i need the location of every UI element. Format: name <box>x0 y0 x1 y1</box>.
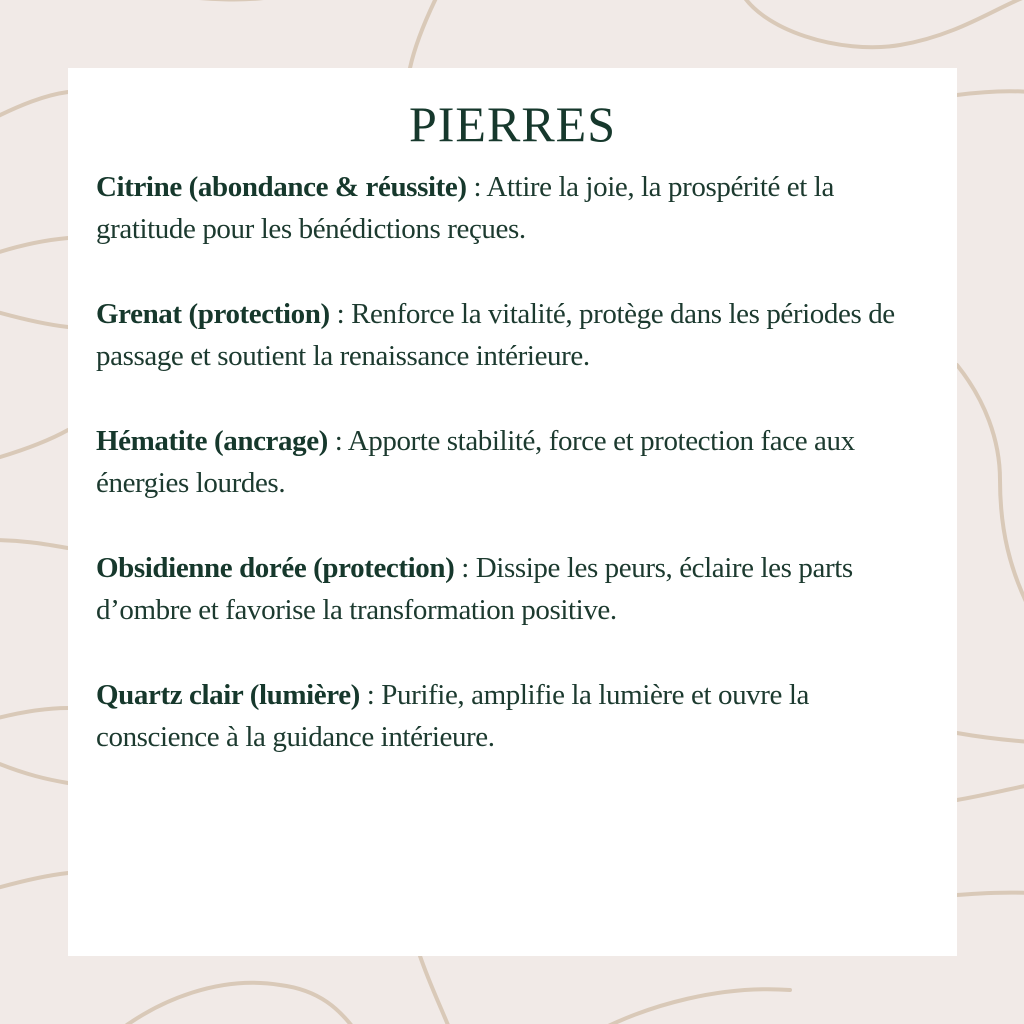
background-line <box>957 785 1024 800</box>
background-line <box>0 873 68 890</box>
page-title: PIERRES <box>408 96 617 152</box>
background-line <box>957 893 1024 895</box>
stone-entry-obsidienne <box>96 547 929 631</box>
stone-entry-hematite <box>96 420 929 504</box>
stone-name: Citrine (abondance & réussite) <box>96 171 467 203</box>
separator: : <box>327 425 348 457</box>
stone-description: Apporte stabilité, force et protection face aux énergies lourdes. <box>96 425 855 499</box>
background-line <box>600 989 790 1024</box>
background-line <box>0 430 68 460</box>
stone-description: Renforce la vitalité, protège dans les périodes de passage et soutient la renaissance intérieure. <box>96 298 895 372</box>
stone-name: Quartz clair (lumière) <box>96 679 360 711</box>
stone-name: Grenat (protection) <box>96 298 330 330</box>
stone-list <box>96 166 929 758</box>
background-line <box>957 733 1024 742</box>
stone-entry-grenat <box>96 293 929 377</box>
background-line <box>0 310 68 327</box>
background-line <box>957 91 1024 95</box>
content-card <box>68 68 957 956</box>
background-line <box>420 956 450 1024</box>
stone-name: Obsidienne dorée (protection) <box>96 552 455 584</box>
background-line <box>410 0 440 68</box>
separator: : <box>466 171 487 203</box>
background-line <box>740 0 1024 47</box>
background-line <box>0 92 68 120</box>
stone-description: Purifie, amplifie la lumière et ouvre la conscience à la guidance intérieure. <box>96 679 809 753</box>
stone-name: Hématite (ancrage) <box>96 425 328 457</box>
stone-description: Dissipe les peurs, éclaire les parts d’ombre et favorise la transformation positive. <box>96 552 853 626</box>
separator: : <box>359 679 382 711</box>
stone-entry-citrine <box>96 166 929 250</box>
stone-description: Attire la joie, la prospérité et la gratitude pour les bénédictions reçues. <box>96 171 834 245</box>
stone-entry-quartz <box>96 674 929 758</box>
separator: : <box>454 552 476 584</box>
background-line <box>957 365 1024 610</box>
background-line <box>120 983 355 1024</box>
background-line <box>0 760 68 783</box>
background-line <box>0 238 68 255</box>
background-line <box>0 708 68 720</box>
background-line <box>0 540 68 548</box>
separator: : <box>329 298 352 330</box>
